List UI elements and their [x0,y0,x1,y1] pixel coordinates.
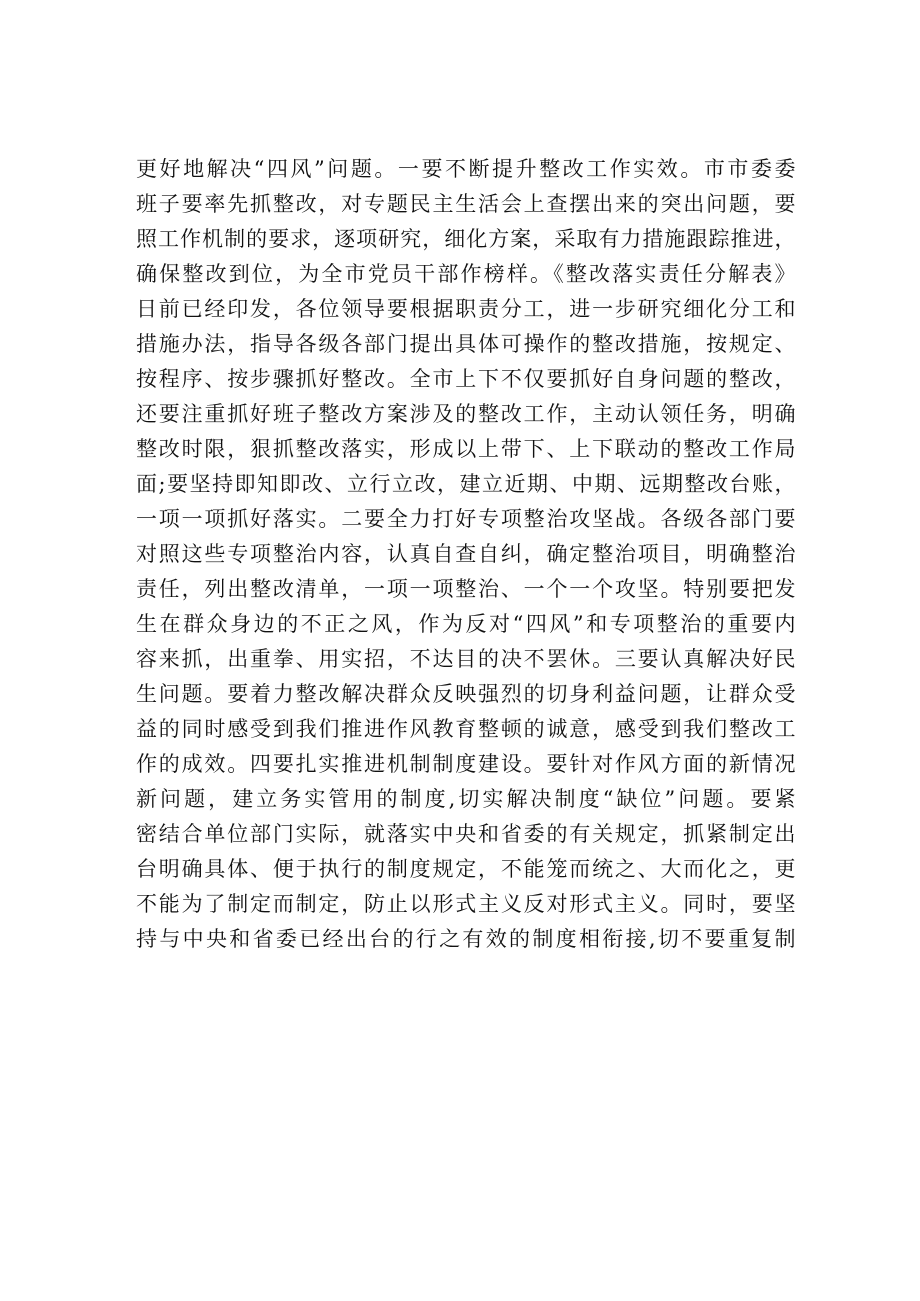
text-line: 生问题。要着力整改解决群众反映强烈的切身利益问题，让群众受 [136,682,796,706]
text-line: 日前已经印发，各位领导要根据职责分工，进一步研究细化分工和 [136,297,796,321]
text-line: 密结合单位部门实际，就落实中央和省委的有关规定，抓紧制定出 [136,822,796,846]
text-line: 益的同时感受到我们推进作风教育整顿的诚意，感受到我们整改工 [136,717,796,741]
text-line: 班子要率先抓整改，对专题民主生活会上查摆出来的突出问题，要 [136,192,796,216]
text-line: 更好地解决“四风”问题。一要不断提升整改工作实效。市市委委 [136,157,796,181]
text-line: 生在群众身边的不正之风，作为反对“四风”和专项整治的重要内 [136,612,796,636]
text-line: 还要注重抓好班子整改方案涉及的整改工作，主动认领任务，明确 [136,402,796,426]
text-line: 措施办法，指导各级各部门提出具体可操作的整改措施，按规定、 [136,332,796,356]
text-line: 对照这些专项整治内容，认真自查自纠，确定整治项目，明确整治 [136,542,796,566]
text-line: 责任，列出整改清单，一项一项整治、一个一个攻坚。特别要把发 [136,577,796,601]
text-line: 确保整改到位，为全市党员干部作榜样。《整改落实责任分解表》 [136,262,796,286]
text-line: 持与中央和省委已经出台的行之有效的制度相衔接,切不要重复制 [136,927,796,951]
text-line: 容来抓，出重拳、用实招，不达目的决不罢休。三要认真解决好民 [136,647,796,671]
text-line: 面;要坚持即知即改、立行立改，建立近期、中期、远期整改台账， [136,472,796,496]
text-line: 整改时限，狠抓整改落实，形成以上带下、上下联动的整改工作局 [136,437,796,461]
text-line: 不能为了制定而制定，防止以形式主义反对形式主义。同时，要坚 [136,892,796,916]
body-text [136,152,796,957]
text-line: 新问题，建立务实管用的制度,切实解决制度“缺位”问题。要紧 [136,787,796,811]
text-line: 一项一项抓好落实。二要全力打好专项整治攻坚战。各级各部门要 [136,507,796,531]
text-line: 台明确具体、便于执行的制度规定，不能笼而统之、大而化之，更 [136,857,796,881]
text-line: 作的成效。四要扎实推进机制制度建设。要针对作风方面的新情况 [136,752,796,776]
text-line: 按程序、按步骤抓好整改。全市上下不仅要抓好自身问题的整改， [136,367,796,391]
text-line: 照工作机制的要求，逐项研究，细化方案，采取有力措施跟踪推进， [136,227,796,251]
